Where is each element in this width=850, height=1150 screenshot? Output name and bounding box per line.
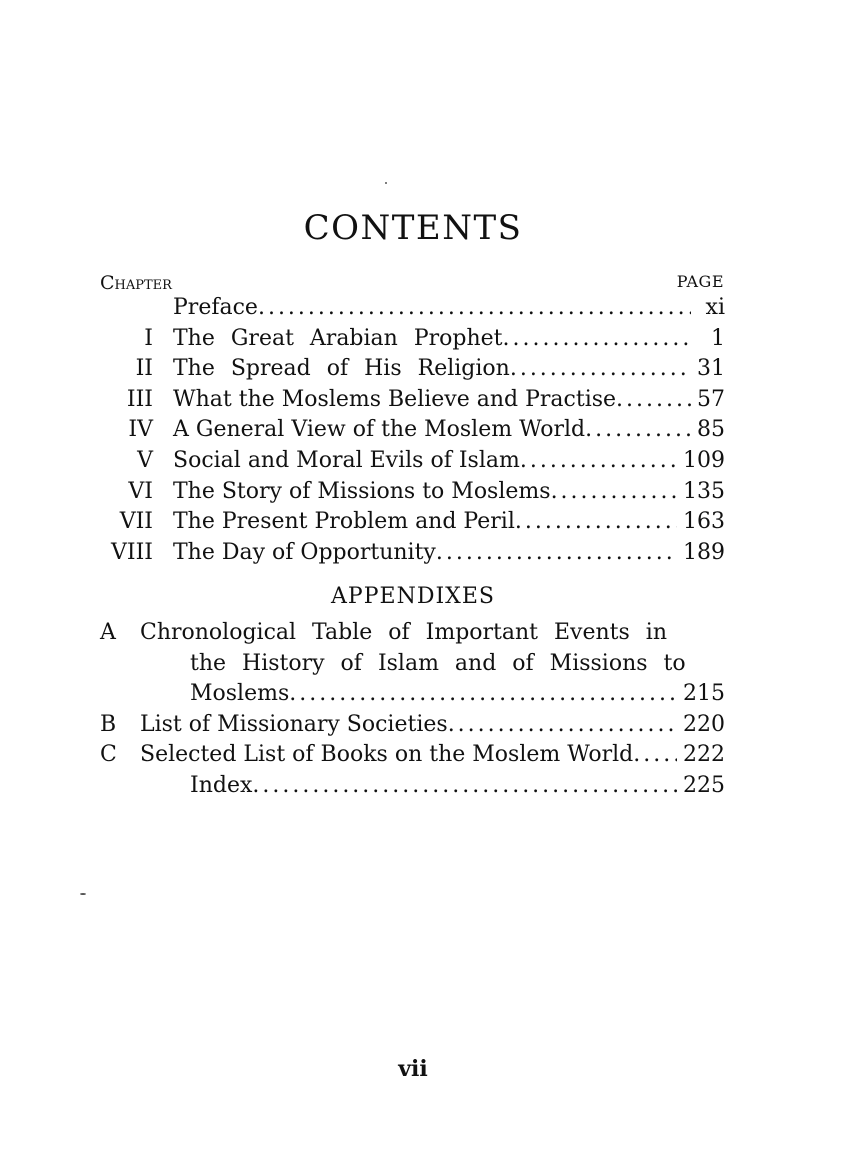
page-column-header: PAGE	[676, 272, 724, 291]
dot-leader	[616, 387, 691, 412]
appendix-heading: APPENDIXES	[331, 584, 495, 609]
chapter-number: I	[144, 325, 153, 351]
appendix-letter: C	[100, 742, 117, 768]
appendix-title-line: the History of Islam and of Missions to	[190, 650, 686, 676]
index-entry	[100, 773, 725, 804]
page-title: CONTENTS	[303, 208, 523, 248]
dot-leader	[289, 681, 677, 706]
dot-leader	[252, 773, 677, 798]
toc-entry	[95, 509, 725, 540]
chapter-title: The Spread of His Religion	[173, 356, 510, 382]
page-number: 57	[697, 386, 725, 412]
chapter-title: The Story of Missions to Moslems	[173, 478, 551, 504]
chapter-number: IV	[128, 417, 153, 443]
appendix-list	[100, 620, 725, 804]
chapter-title: Social and Moral Evils of Islam	[173, 447, 520, 473]
chapter-title: The Great Arabian Prophet	[173, 325, 503, 351]
dot-leader	[520, 448, 677, 473]
dot-leader	[633, 742, 677, 767]
dot-leader	[510, 356, 691, 381]
page-number: 109	[683, 447, 725, 473]
appendix-title: List of Missionary Societies	[140, 711, 448, 737]
dot-leader	[448, 712, 677, 737]
appendix-title-line: Moslems	[190, 681, 290, 707]
dot-leader	[258, 295, 691, 320]
chapter-number: III	[126, 386, 153, 412]
page-number: 222	[683, 742, 725, 768]
appendix-entry	[100, 742, 725, 773]
chapter-number: V	[137, 447, 153, 473]
print-speck	[385, 182, 387, 184]
appendix-entry-continuation	[100, 651, 725, 682]
page-number: 189	[683, 539, 725, 565]
print-speck	[80, 893, 86, 895]
chapter-list	[95, 295, 725, 570]
page-number: 135	[683, 478, 725, 504]
page-number: 163	[683, 509, 725, 535]
dot-leader	[503, 326, 691, 351]
page-number: 225	[683, 772, 725, 798]
page-number: 220	[683, 711, 725, 737]
chapter-number: VII	[119, 509, 153, 535]
toc-entry	[95, 295, 725, 326]
page-number: 1	[711, 325, 725, 351]
dot-leader	[585, 417, 691, 442]
page-folio: vii	[398, 1056, 428, 1082]
chapter-title: The Day of Opportunity	[173, 539, 436, 565]
dot-leader	[551, 479, 677, 504]
appendix-letter: B	[100, 711, 117, 737]
appendix-entry-continuation	[100, 681, 725, 712]
toc-entry	[95, 479, 725, 510]
page-number: 31	[697, 356, 725, 382]
index-title: Index	[190, 772, 253, 798]
column-headers	[100, 272, 724, 294]
toc-entry	[95, 417, 725, 448]
appendix-title-line: Chronological Table of Important Events in	[140, 620, 668, 645]
chapter-title: What the Moslems Believe and Practise	[173, 386, 617, 412]
page-number: xi	[705, 295, 725, 320]
toc-entry	[95, 387, 725, 418]
appendix-entry	[100, 620, 725, 651]
chapter-column-header: Chapter	[100, 272, 172, 294]
page-number: 215	[683, 681, 725, 707]
chapter-title: The Present Problem and Peril	[173, 509, 515, 535]
appendix-title: Selected List of Books on the Moslem World	[140, 742, 634, 768]
dot-leader	[515, 509, 677, 534]
chapter-number: VI	[128, 478, 153, 504]
toc-entry	[95, 540, 725, 571]
chapter-title: A General View of the Moslem World	[173, 417, 586, 443]
chapter-number: II	[135, 356, 153, 382]
toc-entry	[95, 326, 725, 357]
chapter-number: VIII	[111, 539, 153, 565]
page-number: 85	[697, 417, 725, 443]
dot-leader	[436, 540, 677, 565]
toc-entry	[95, 448, 725, 479]
toc-entry	[95, 356, 725, 387]
appendix-entry	[100, 712, 725, 743]
chapter-title: Preface	[173, 295, 258, 320]
appendix-letter: A	[100, 620, 116, 645]
